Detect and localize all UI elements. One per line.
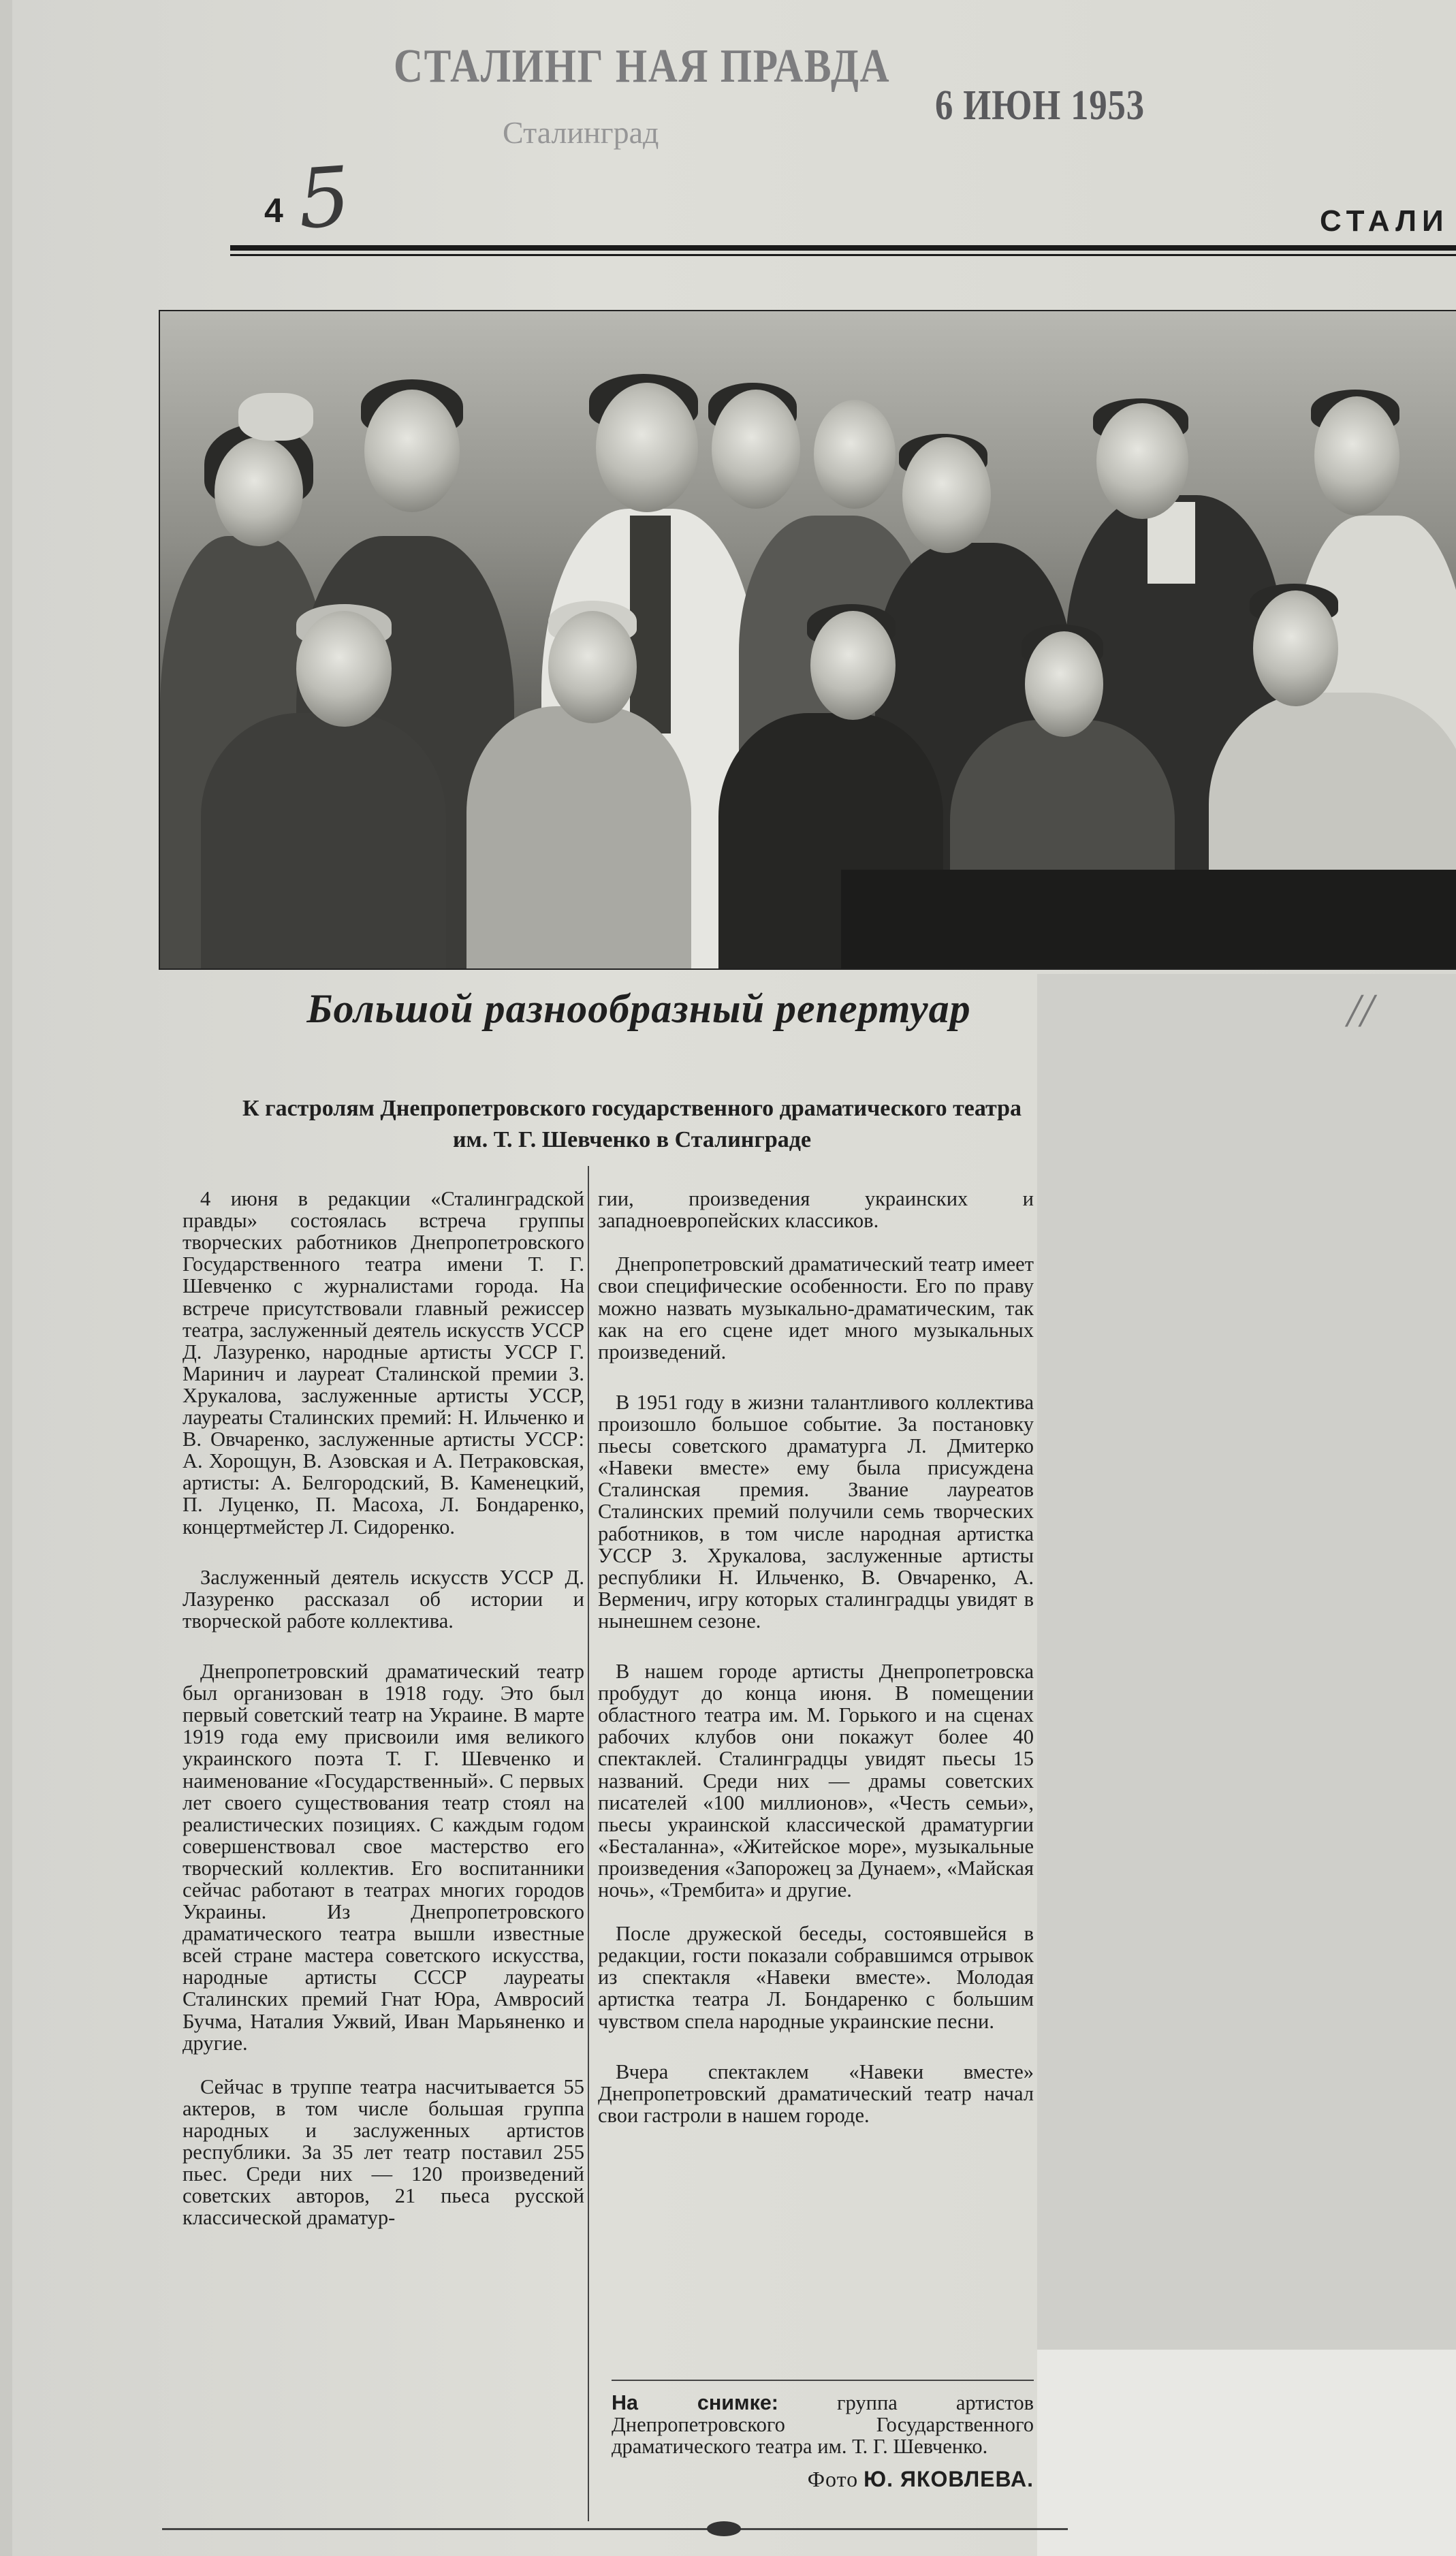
paragraph: 4 июня в редакции «Сталинградской правды» состоялась встреча группы творческих работников Днепропетровского Государственного театра имени Т. Г. Шевченко с журналистами города. На встрече присутствовали главный режиссер театра, заслуженный деятель искусств УССР Д. Лазуренко, народные артисты УССР Г. Маринич и лауреат Сталинской премии З. Хрукалова, заслуженные артисты УССР, лауреаты Сталинских премий: Н. Ильченко и В. Овчаренко, заслуженные артисты УССР: А. Хорощун, В. Азовская и А. Петраковская, артисты: А. Белгородский, В. Каменецкий, П. Луценко, П. Масоха, Л. Бондаренко, концертмейстер Л. Сидоренко. xyxy=(183,1187,584,1539)
article-subhead: К гастролям Днепропетровского государственного драматического театра им. Т. Г. Шевченко в Сталинграде xyxy=(242,1096,1022,1152)
library-stamp xyxy=(394,40,891,169)
paragraph: Днепропетровский драматический театр был организован в 1918 году. Это был первый советский театр на Украине. В марте 1919 года ему присвоили имя великого украинского поэта Т. Г. Шевченко и наименование «Государственный». С первых лет своего существования театр стоял на реалистических позициях. С каждым годом совершенствовал свое мастерство его творческий коллектив. Его воспитанники сейчас работают в театрах многих городов Украины. Из Днепропетровского драматического театра вышли известные всей стране мастера советского искусства, народные артисты СССР лауреаты Сталинских премий Гнат Юра, Амвросий Бучма, Наталия Ужвий, Иван Марьяненко и другие. xyxy=(183,1660,584,2055)
stamp-newspaper-title: СТАЛИНГ НАЯ ПРАВДА xyxy=(394,40,891,93)
handwritten-page-number: 5 xyxy=(295,149,354,248)
stamp-city: Сталинград xyxy=(503,115,659,150)
masthead-fragment: СТАЛИ xyxy=(1320,204,1449,238)
paragraph: В нашем городе артисты Днепропетровска пробудут до конца июня. В помещении областного театра им. М. Горького и на сценах рабочих клубов они покажут более 40 спектаклей. Сталинградцы увидят пьесы 15 названий. Среди них — драмы советских писателей «100 миллионов», «Честь семьи», пьесы украинской классической драматургии «Бесталанна», «Житейское море», музыкальные произведения «Запорожец за Дунаем», «Майская ночь», «Трембита» и другие. xyxy=(598,1660,1034,1902)
paragraph: Сейчас в труппе театра насчитывается 55 актеров, в том числе большая группа народных и заслуженных артистов республики. За 35 лет театр поставил 255 пьес. Среди них — 120 произведений советских авторов, 21 пьеса русской классической драматур- xyxy=(183,2074,584,2230)
paragraph: Днепропетровский драматический театр имеет свои специфические особенности. Его по праву можно назвать музыкально-драматическим, так как на его сцене идет много музыкальных произведений. xyxy=(598,1252,1034,1363)
caption-rule xyxy=(612,2380,1034,2381)
article-headline: Большой разнообразный репертуар xyxy=(306,986,971,1031)
newspaper-clipping xyxy=(12,0,1456,2556)
adjacent-page-edge xyxy=(1037,974,1456,2350)
photo-table xyxy=(841,870,1456,968)
adjacent-page-lower xyxy=(1037,2350,1456,2556)
paragraph: После дружеской беседы, состоявшейся в редакции, гости показали собравшимся отрывок из спектакля «Навеки вместе». Молодая артистка театра Л. Бондаренко с большим чувством спела народные украинские песни. xyxy=(598,1922,1034,2033)
masthead-rule xyxy=(230,245,1456,256)
paragraph: гии, произведения украинских и западноевропейских классиков. xyxy=(598,1187,1034,1233)
article-column-2 xyxy=(598,1166,1034,2148)
credit-name: Ю. ЯКОВЛЕВА. xyxy=(864,2467,1034,2491)
photo-caption xyxy=(612,2392,1034,2457)
pencil-mark: // xyxy=(1347,985,1374,1037)
page-number: 4 xyxy=(264,191,283,230)
column-rule xyxy=(588,1166,589,2521)
group-photo xyxy=(159,310,1456,970)
stamp-date: 6 ИЮН 1953 xyxy=(935,82,1145,129)
bottom-rule xyxy=(162,2520,1068,2538)
paragraph: В 1951 году в жизни талантливого коллектива произошло большое событие. За постановку пьесы советского драматурга Л. Дмитерко «Навеки вместе» ему была присуждена Сталинская премия. Звание лауреатов Сталинских премий получили семь творческих работников, в том числе народная артистка УССР З. Хрукалова, заслуженные артисты республики Н. Ильченко, В. Овчаренко, А. Верменич, игру которых сталинградцы увидят в нынешнем сезоне. xyxy=(598,1390,1034,1632)
caption-text: группа артистов Днепропетровского Государственного драматического театра им. Т. Г. Шевченко. xyxy=(612,2391,1034,2459)
paragraph: Заслуженный деятель искусств УССР Д. Лазуренко рассказал об истории и творческой работе коллектива. xyxy=(183,1565,584,1632)
caption-label: На снимке: xyxy=(612,2391,778,2414)
article-column-1 xyxy=(183,1166,584,2251)
photo-credit xyxy=(707,2467,1034,2492)
credit-prefix: Фото xyxy=(807,2467,859,2491)
paragraph: Вчера спектаклем «Навеки вместе» Днепропетровский драматический театр начал свои гастроли в нашем городе. xyxy=(598,2060,1034,2127)
